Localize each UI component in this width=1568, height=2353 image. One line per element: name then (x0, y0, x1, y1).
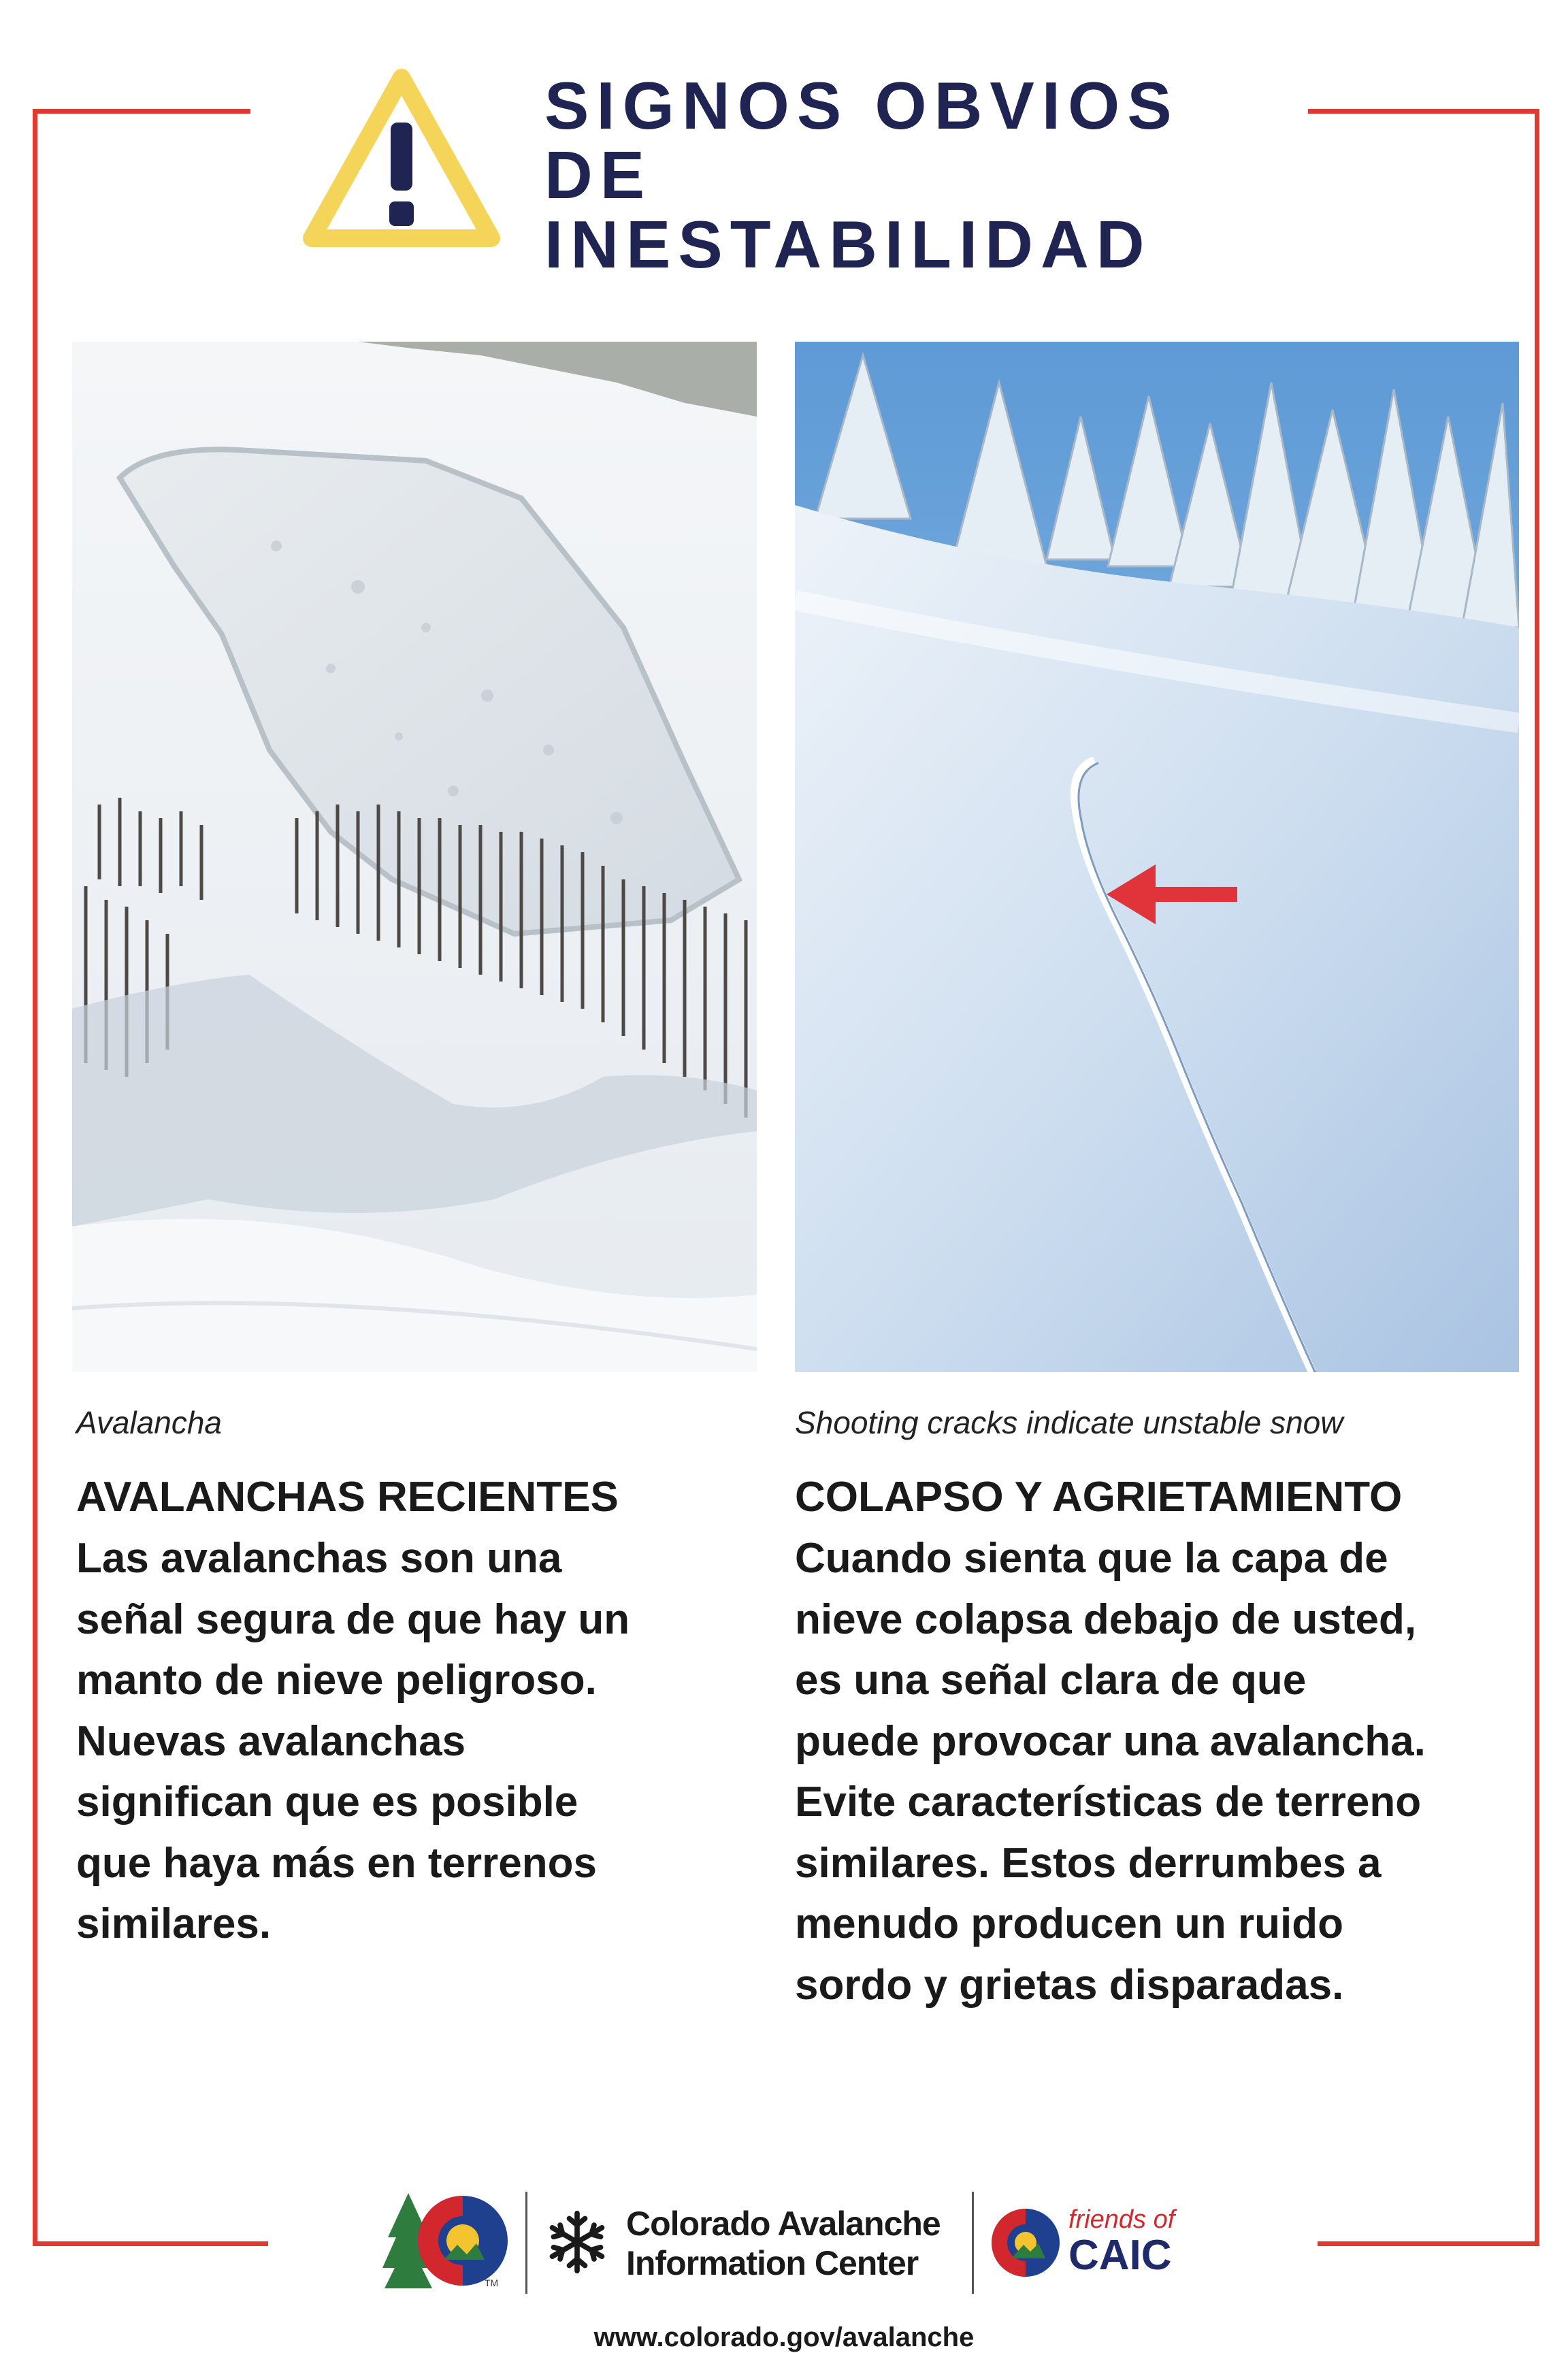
left-body-line: señal segura de que hay un (76, 1595, 630, 1643)
page-title (544, 68, 1293, 282)
title-line-1: SIGNOS OBVIOS DE (544, 68, 1179, 212)
left-body-line: significan que es posible (76, 1779, 578, 1825)
frame-top-left (33, 109, 250, 114)
caic-label: CAIC (1068, 2232, 1172, 2279)
right-body-line: menudo producen un ruido (795, 1900, 1343, 1947)
right-body-line: sordo y grietas disparadas. (795, 1961, 1344, 2009)
right-body-line: puede provocar una avalancha. (795, 1717, 1426, 1765)
friends-of-caic-logo-icon (988, 2205, 1063, 2280)
friends-of-label: friends of (1068, 2205, 1175, 2234)
right-caption: Shooting cracks indicate unstable snow (795, 1405, 1343, 1440)
shooting-crack-photo (795, 342, 1519, 1372)
frame-bottom-left (33, 2241, 268, 2246)
frame-bottom-right (1318, 2241, 1539, 2246)
snowflake-icon (544, 2209, 610, 2275)
title-line-2: INESTABILIDAD (544, 207, 1152, 282)
left-body-line: manto de nieve peligroso. (76, 1657, 597, 1704)
left-heading: AVALANCHAS RECIENTES (76, 1474, 619, 1521)
left-body-line: que haya más en terrenos (76, 1839, 597, 1887)
footer-divider-right (972, 2192, 974, 2294)
warning-triangle-icon (299, 63, 504, 257)
left-caption: Avalancha (76, 1405, 222, 1440)
avalanche-debris-photo (72, 342, 757, 1372)
left-body-line: similares. (76, 1900, 272, 1947)
right-heading: COLAPSO Y AGRIETAMIENTO (795, 1474, 1403, 1521)
website-url: www.colorado.gov/avalanche (593, 2322, 975, 2352)
left-body-line: Nuevas avalanchas (76, 1717, 466, 1765)
frame-right (1535, 109, 1539, 2246)
right-body-line: similares. Estos derrumbes a (795, 1839, 1382, 1887)
trademark-label: TM (485, 2277, 499, 2288)
right-body-line: Evite características de terreno (795, 1779, 1422, 1825)
left-body-line: Las avalanchas son una (76, 1535, 562, 1582)
organization-name (626, 2204, 941, 2283)
right-body-line: nieve colapsa debajo de usted, (795, 1595, 1417, 1643)
left-text-column (76, 1467, 757, 1955)
frame-left (33, 109, 37, 2246)
org-name-line-2: Information Center (626, 2244, 919, 2282)
right-body-line: Cuando sienta que la capa de (795, 1535, 1388, 1582)
frame-top-right (1308, 109, 1539, 114)
right-body-line: es una señal clara de que (795, 1657, 1307, 1704)
left-body (76, 1528, 757, 1955)
right-text-column (795, 1467, 1523, 2015)
org-name-line-1: Colorado Avalanche (626, 2205, 941, 2243)
right-body (795, 1528, 1523, 2015)
footer-divider-left (525, 2192, 527, 2294)
